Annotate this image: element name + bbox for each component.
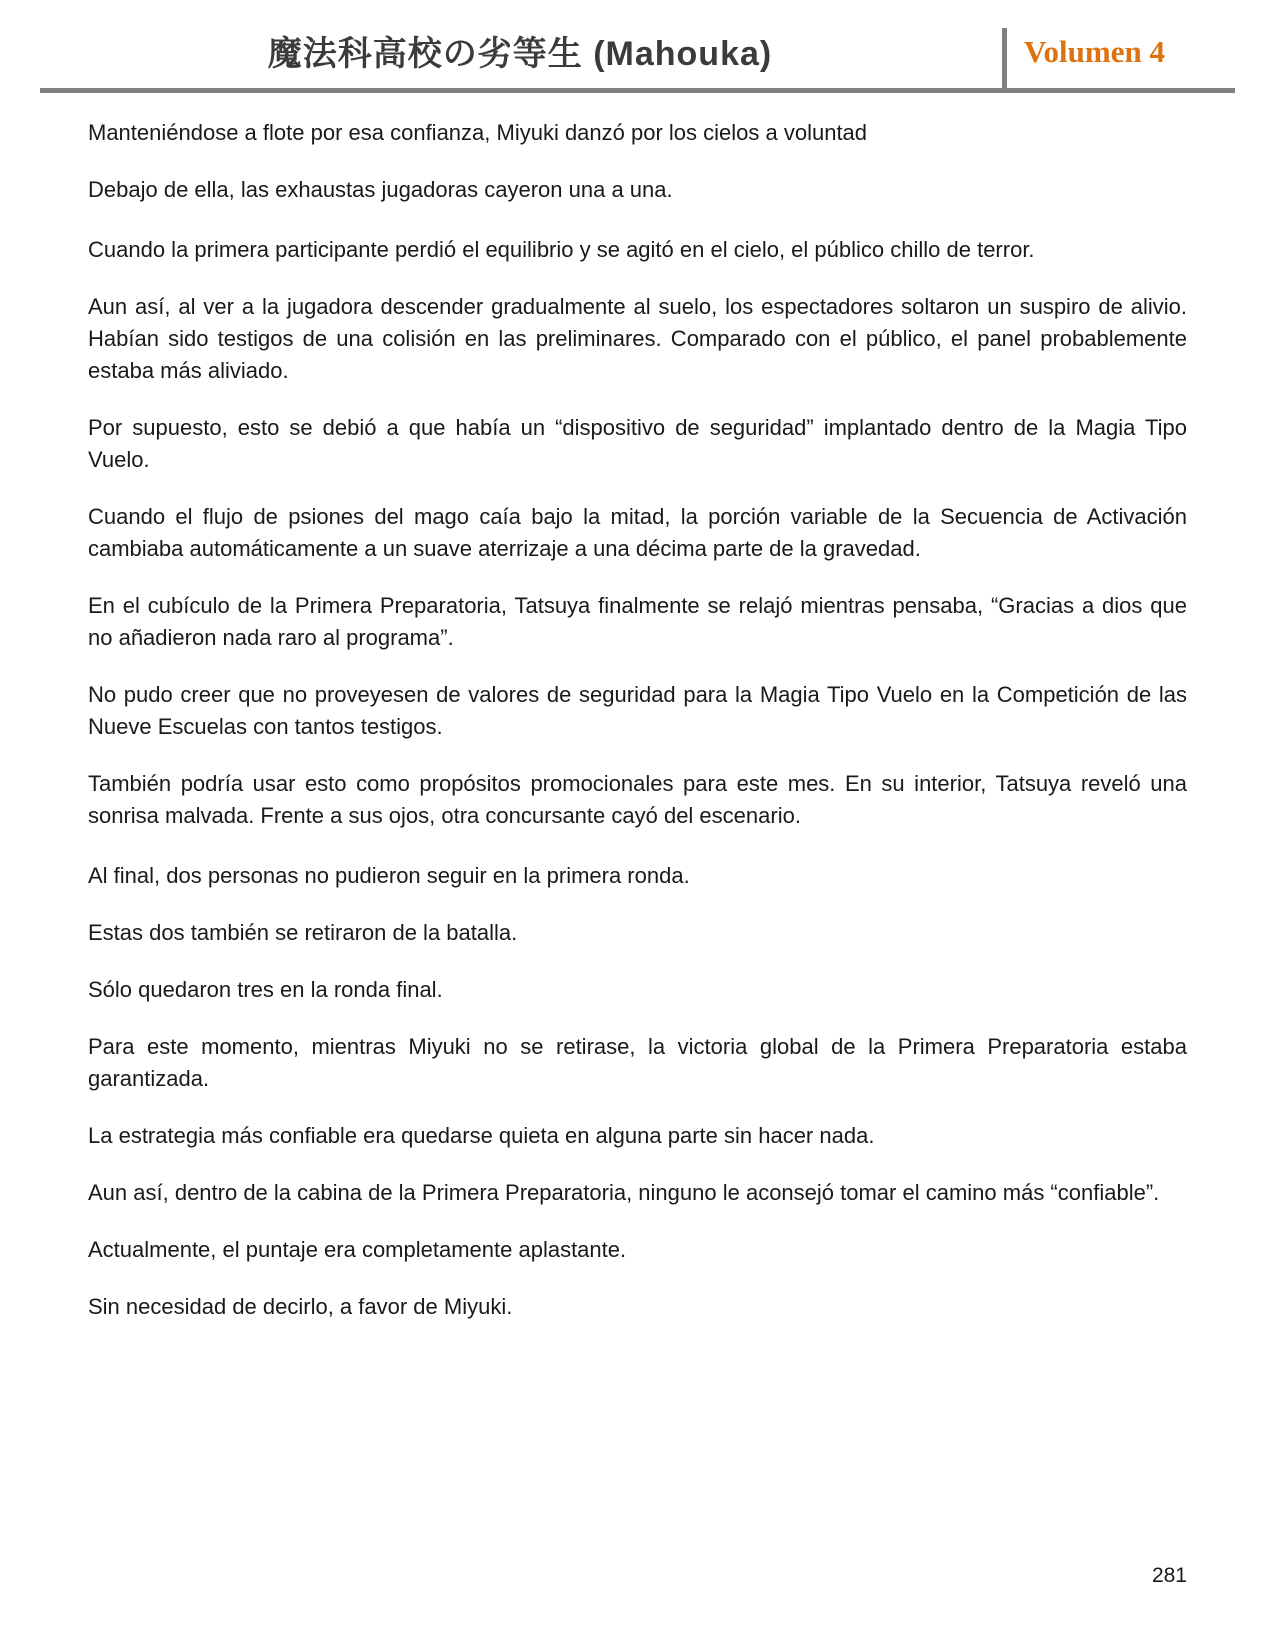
page-title-japanese: 魔法科高校の劣等生	[267, 36, 583, 73]
header-horizontal-rule	[40, 88, 1235, 93]
paragraph: Estas dos también se retiraron de la batalla.	[88, 920, 518, 945]
paragraph: También podría usar esto como propósitos promocionales para este mes. En su interior, Tatsuya reveló una sonrisa malvada. Frente a sus ojos, otra concursante cayó del escenario.	[88, 771, 1187, 828]
paragraph: No pudo creer que no proveyesen de valores de seguridad para la Magia Tipo Vuelo en la Competición de las Nueve Escuelas con tantos testigos.	[88, 682, 1187, 739]
paragraph: La estrategia más confiable era quedarse quieta en alguna parte sin hacer nada.	[88, 1123, 875, 1148]
paragraph: Por supuesto, esto se debió a que había un “dispositivo de seguridad” implantado dentro de la Magia Tipo Vuelo.	[88, 415, 1187, 472]
paragraph: Cuando la primera participante perdió el equilibrio y se agitó en el cielo, el público chillo de terror.	[88, 237, 1035, 262]
paragraph: Debajo de ella, las exhaustas jugadoras cayeron una a una.	[88, 177, 673, 202]
header-vertical-divider	[1002, 28, 1007, 90]
paragraph: Aun así, dentro de la cabina de la Primera Preparatoria, ninguno le aconsejó tomar el camino más “confiable”.	[88, 1180, 1160, 1205]
page-title	[40, 26, 1000, 75]
page-header	[0, 0, 1275, 93]
paragraph: Sólo quedaron tres en la ronda final.	[88, 977, 443, 1002]
paragraph: Aun así, al ver a la jugadora descender gradualmente al suelo, los espectadores soltaron un suspiro de alivio. Habían sido testigos de una colisión en las preliminares. Comparado con el público, el panel probablemente estaba más aliviado.	[88, 294, 1187, 383]
volume-label: Volumen 4	[1024, 34, 1165, 69]
paragraph: En el cubículo de la Primera Preparatoria, Tatsuya finalmente se relajó mientras pensaba, “Gracias a dios que no añadieron nada raro al programa”.	[88, 593, 1187, 650]
paragraph: Para este momento, mientras Miyuki no se retirase, la victoria global de la Primera Preparatoria estaba garantizada.	[88, 1034, 1187, 1091]
paragraph: Sin necesidad de decirlo, a favor de Miyuki.	[88, 1294, 513, 1319]
paragraph: Al final, dos personas no pudieron seguir en la primera ronda.	[88, 863, 690, 888]
page-title-romanized: (Mahouka)	[593, 35, 773, 73]
paragraph: Manteniéndose a flote por esa confianza, Miyuki danzó por los cielos a voluntad	[88, 120, 868, 145]
page-number: 281	[1151, 1564, 1187, 1587]
paragraph: Actualmente, el puntaje era completamente aplastante.	[88, 1237, 627, 1262]
paragraph: Cuando el flujo de psiones del mago caía bajo la mitad, la porción variable de la Secuencia de Activación cambiaba automáticamente a un suave aterrizaje a una décima parte de la gravedad.	[88, 504, 1187, 561]
page-body	[0, 93, 1275, 1323]
